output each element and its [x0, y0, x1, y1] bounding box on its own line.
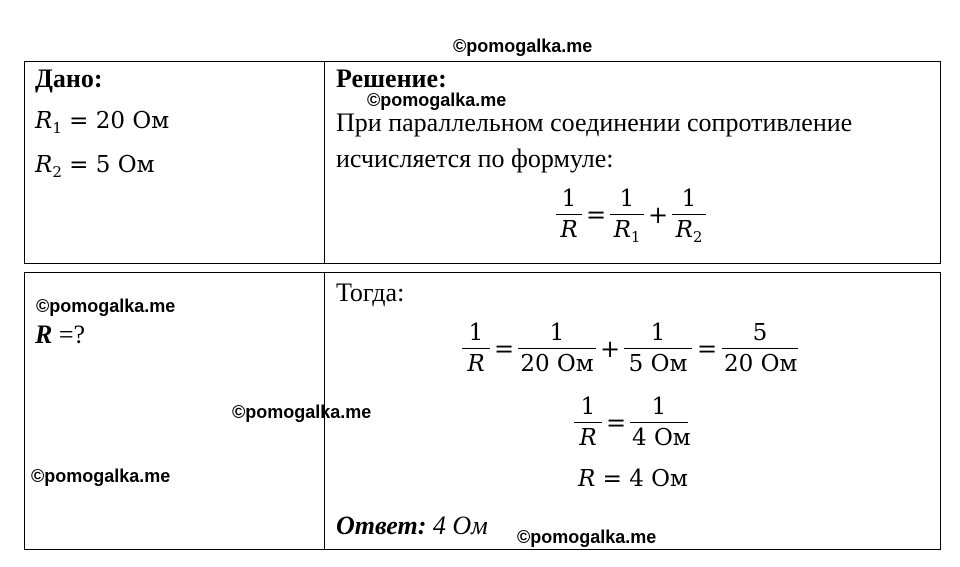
formula-equals: = [586, 201, 607, 229]
eq1-fraction-c: 5 20 Ом [724, 320, 798, 377]
find-r [35, 320, 85, 350]
answer-value: 4 Ом [426, 511, 488, 540]
column-divider-bottom [324, 272, 325, 550]
column-divider-top [324, 61, 325, 264]
solution-line-2: исчисляется по формуле: [336, 144, 614, 173]
solution-table-bottom [24, 272, 941, 550]
watermark-middle: ©pomogalka.me [232, 402, 372, 422]
given-r2 [35, 152, 155, 181]
find-rest: =? [52, 320, 86, 349]
eq3-result [578, 466, 688, 492]
formula-lhs-fraction: 1 R [556, 184, 582, 245]
find-symbol: R [35, 320, 53, 349]
watermark-solution: ©pomogalka.me [367, 90, 507, 110]
watermark-bottom: ©pomogalka.me [517, 527, 657, 547]
r2-value: = 5 Ом [61, 152, 155, 178]
r2-symbol: R [35, 152, 53, 178]
answer [336, 511, 488, 541]
eq2-equals: = [606, 409, 627, 437]
r1-sub: 1 [52, 119, 62, 137]
eq3-symbol: R [578, 466, 596, 492]
solution-title: Решение: [336, 64, 447, 93]
then-label: Тогда: [336, 278, 405, 307]
r1-symbol: R [35, 108, 53, 134]
watermark-top: ©pomogalka.me [453, 36, 593, 56]
eq2-lhs-fraction: 1 R [574, 392, 602, 453]
r2-sub: 2 [52, 163, 62, 181]
eq3-rest: = 4 Ом [595, 466, 688, 492]
eq1-fraction-a: 1 20 Ом [518, 318, 596, 379]
given-r1 [35, 108, 170, 137]
formula-term1-fraction: 1 $R_1$ [610, 184, 644, 245]
given-title: Дано: [35, 64, 103, 93]
answer-label: Ответ: [336, 511, 427, 540]
eq1-plus: + [600, 335, 621, 363]
eq1-equals-2: = [697, 335, 718, 363]
watermark-left-2: ©pomogalka.me [31, 466, 171, 486]
formula-plus: + [648, 201, 669, 229]
eq1-lhs-fraction: 1 R [462, 318, 490, 379]
r1-value: = 20 Ом [61, 108, 170, 134]
solution-line-1: При параллельном соединении сопротивление [336, 108, 853, 137]
eq2-rhs-fraction: 1 4 Ом [632, 394, 691, 451]
formula-term2-fraction: 1 $R_2$ [672, 184, 706, 245]
eq1-fraction-b: 1 5 Ом [624, 318, 692, 379]
eq1-equals-1: = [494, 335, 515, 363]
watermark-left-1: ©pomogalka.me [36, 296, 176, 316]
